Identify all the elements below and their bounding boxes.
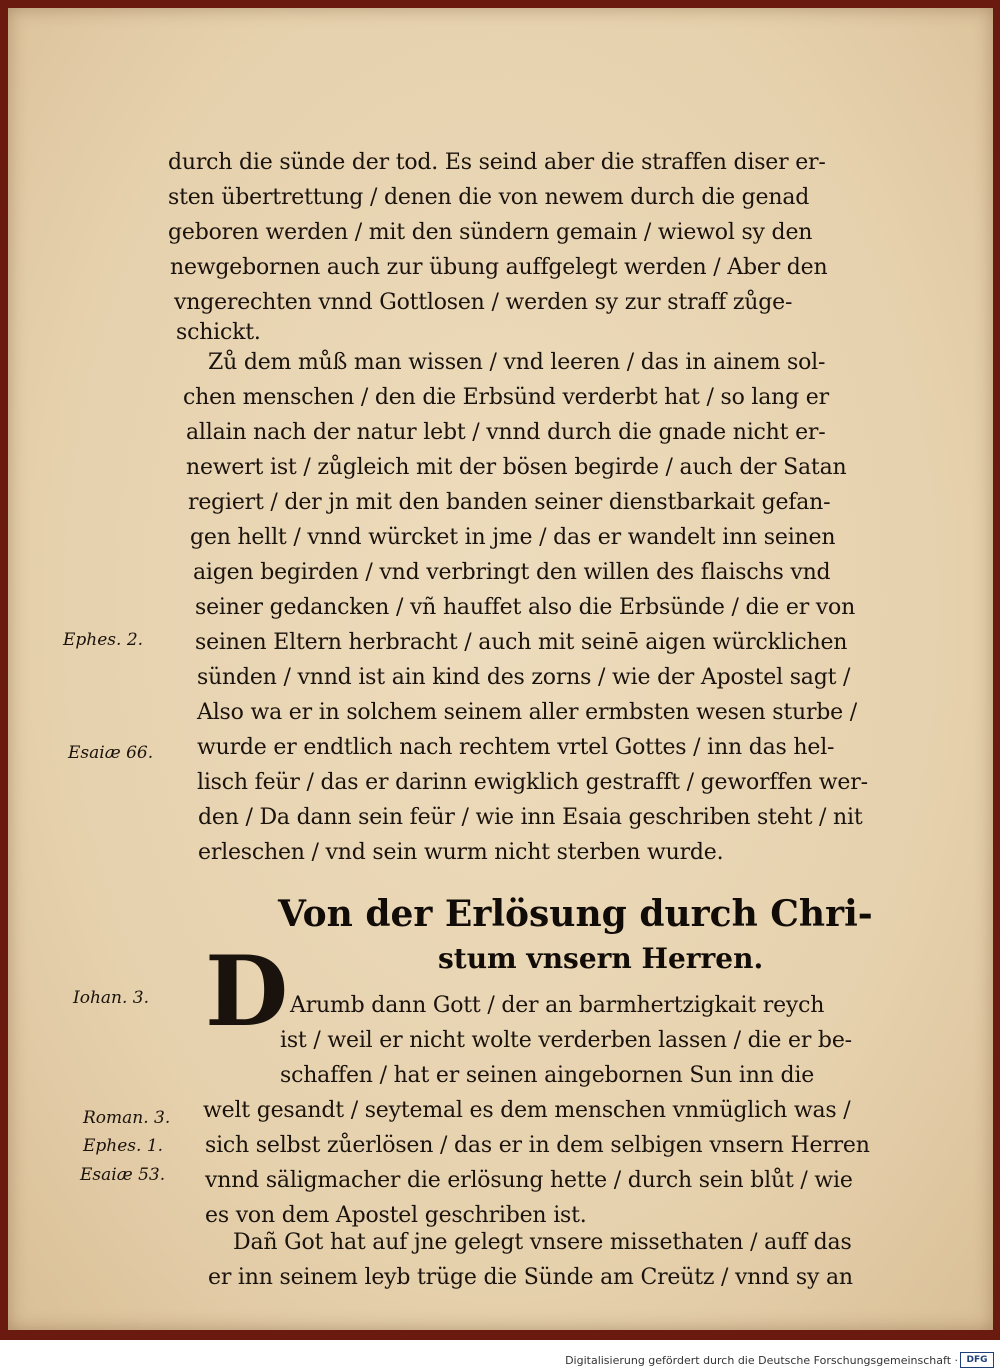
text-line: er inn seinem leyb trüge die Sünde am Creütz / vnnd sy an (208, 1265, 853, 1290)
text-line: wurde er endtlich nach rechtem vrtel Gottes / inn das hel- (197, 735, 835, 760)
text-line: seiner gedancken / vñ hauffet also die Erbsünde / die er von (195, 595, 856, 620)
section-heading: stum vnsern Herren. (438, 942, 764, 975)
text-line: geboren werden / mit den sündern gemain / wiewol sy den (168, 220, 813, 245)
margin-note: Ephes. 1. (83, 1136, 164, 1156)
text-line: schaffen / hat er seinen aingebornen Sun inn die (280, 1063, 815, 1088)
text-line: allain nach der natur lebt / vnnd durch die gnade nicht er- (186, 420, 826, 445)
section-heading: Von der Erlösung durch Chri- (278, 893, 873, 935)
text-line: Zů dem můß man wissen / vnd leeren / das in ainem sol- (208, 350, 826, 375)
initial-letter: D (205, 935, 289, 1048)
footer-bar (0, 1340, 1000, 1369)
text-line: newgebornen auch zur übung auffgelegt werden / Aber den (170, 255, 828, 280)
text-line: sten übertrettung / denen die von newem durch die genad (168, 185, 810, 210)
margin-note: Iohan. 3. (73, 988, 150, 1008)
text-line: sünden / vnnd ist ain kind des zorns / wie der Apostel sagt / (197, 665, 851, 690)
margin-note: Ephes. 2. (63, 630, 144, 650)
text-line: Arumb dann Gott / der an barmhertzigkait reych (290, 993, 825, 1018)
text-line: durch die sünde der tod. Es seind aber die straffen diser er- (168, 150, 826, 175)
book-page (8, 8, 993, 1330)
text-line: es von dem Apostel geschriben ist. (205, 1203, 587, 1228)
dfg-logo-icon: DFG (960, 1352, 994, 1368)
text-line: sich selbst zůerlösen / das er in dem selbigen vnsern Herren (205, 1133, 870, 1158)
text-line: regiert / der jn mit den banden seiner dienstbarkait gefan- (188, 490, 831, 515)
text-line: erleschen / vnd sein wurm nicht sterben wurde. (198, 840, 724, 865)
text-line: vnnd säligmacher die erlösung hette / durch sein blůt / wie (205, 1168, 853, 1193)
funding-credit: Digitalisierung gefördert durch die Deutsche Forschungsgemeinschaft · (565, 1354, 958, 1367)
text-line: Also wa er in solchem seinem aller ermbsten wesen sturbe / (197, 700, 858, 725)
text-line: lisch feür / das er darinn ewigklich gestrafft / geworffen wer- (197, 770, 868, 795)
text-line: seinen Eltern herbracht / auch mit seinē aigen würcklichen (195, 630, 848, 655)
text-line: gen hellt / vnnd würcket in jme / das er wandelt inn seinen (190, 525, 836, 550)
text-line: aigen begirden / vnd verbringt den willen des flaischs vnd (193, 560, 831, 585)
text-line: den / Da dann sein feür / wie inn Esaia geschriben steht / nit (198, 805, 863, 830)
text-line: vngerechten vnnd Gottlosen / werden sy zur straff zůge- (174, 290, 793, 315)
margin-note: Roman. 3. (83, 1108, 171, 1128)
text-line: chen menschen / den die Erbsünd verderbt hat / so lang er (183, 385, 829, 410)
text-line: newert ist / zůgleich mit der bösen begirde / auch der Satan (186, 455, 847, 480)
margin-note: Esaiæ 66. (68, 743, 154, 763)
text-line: Dañ Got hat auf jne gelegt vnsere missethaten / auff das (233, 1230, 852, 1255)
margin-note: Esaiæ 53. (80, 1165, 166, 1185)
text-line: schickt. (176, 320, 261, 345)
text-line: welt gesandt / seytemal es dem menschen vnmüglich was / (203, 1098, 851, 1123)
text-line: ist / weil er nicht wolte verderben lassen / die er be- (280, 1028, 852, 1053)
